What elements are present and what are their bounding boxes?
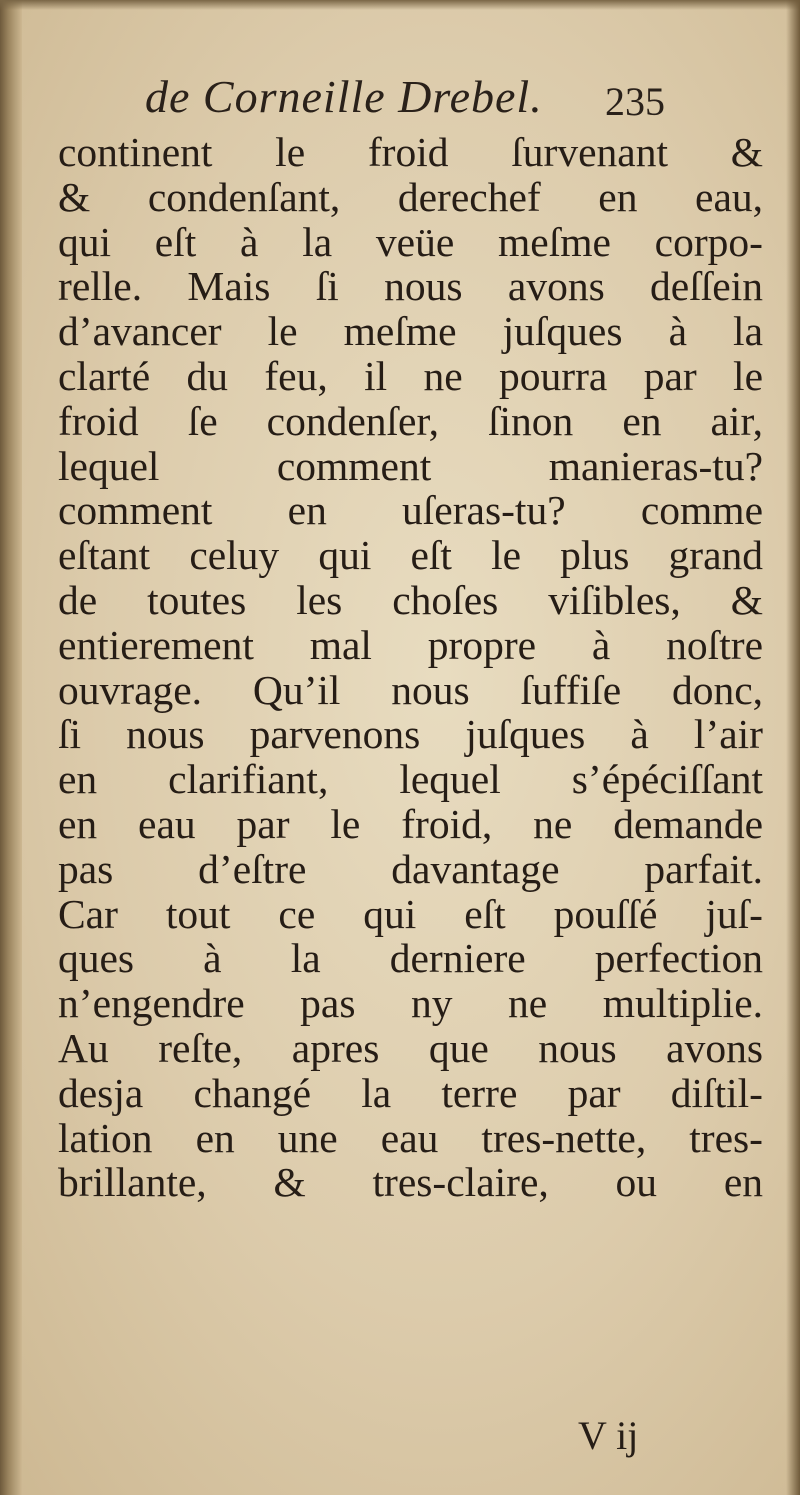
text-line: lequel comment manieras-tu? [58,442,763,489]
page-top-edge [0,0,800,10]
page-binding-shadow [0,0,22,1495]
text-line: Au reſte, apres que nous avons [58,1024,763,1071]
text-line: en eau par le froid, ne demande [58,800,763,847]
text-line: eſtant celuy qui eſt le plus grand [58,532,763,579]
text-line: brillante, & tres-claire, ou en [58,1159,763,1206]
running-title: de Corneille Drebel. [145,71,543,122]
text-line: pas d’eſtre davantage parfait. [58,845,763,892]
text-line: ouvrage. Qu’il nous ſuffiſe donc, [58,666,763,713]
signature-mark: V ij [578,1413,639,1458]
text-line: froid ſe condenſer, ſinon en air, [58,397,763,444]
text-line: relle. Mais ſi nous avons deſſein [58,263,763,310]
text-line: ques à la derniere perfection [58,935,763,982]
text-line: lation en une eau tres-nette, tres- [58,1114,763,1161]
text-line: Car tout ce qui eſt pouſſé juſ- [58,890,763,937]
text-line: n’engendre pas ny ne multiplie. [58,980,763,1027]
text-line: en clarifiant, lequel s’épéciſſant [58,756,763,803]
text-line: & condenſant, derechef en eau, [58,173,763,220]
text-line: continent le froid ſurvenant & [58,129,763,175]
page-right-edge [786,0,800,1495]
text-line: desja changé la terre par diſtil- [58,1069,763,1116]
text-line: d’avancer le meſme juſques à la [58,308,763,355]
text-line: comment en uſeras-tu? comme [58,487,763,534]
page-number: 235 [605,79,665,124]
text-line: ſi nous parvenons juſques à l’air [58,711,763,758]
text-line: de toutes les choſes viſibles, & [58,576,763,623]
text-line: entierement mal propre à noſtre [58,621,763,668]
running-head [60,70,665,130]
text-line: clarté du feu, il ne pourra par le [58,352,763,399]
text-line: qui eſt à la veüe meſme corpo- [58,218,763,265]
body-text [58,130,763,1205]
